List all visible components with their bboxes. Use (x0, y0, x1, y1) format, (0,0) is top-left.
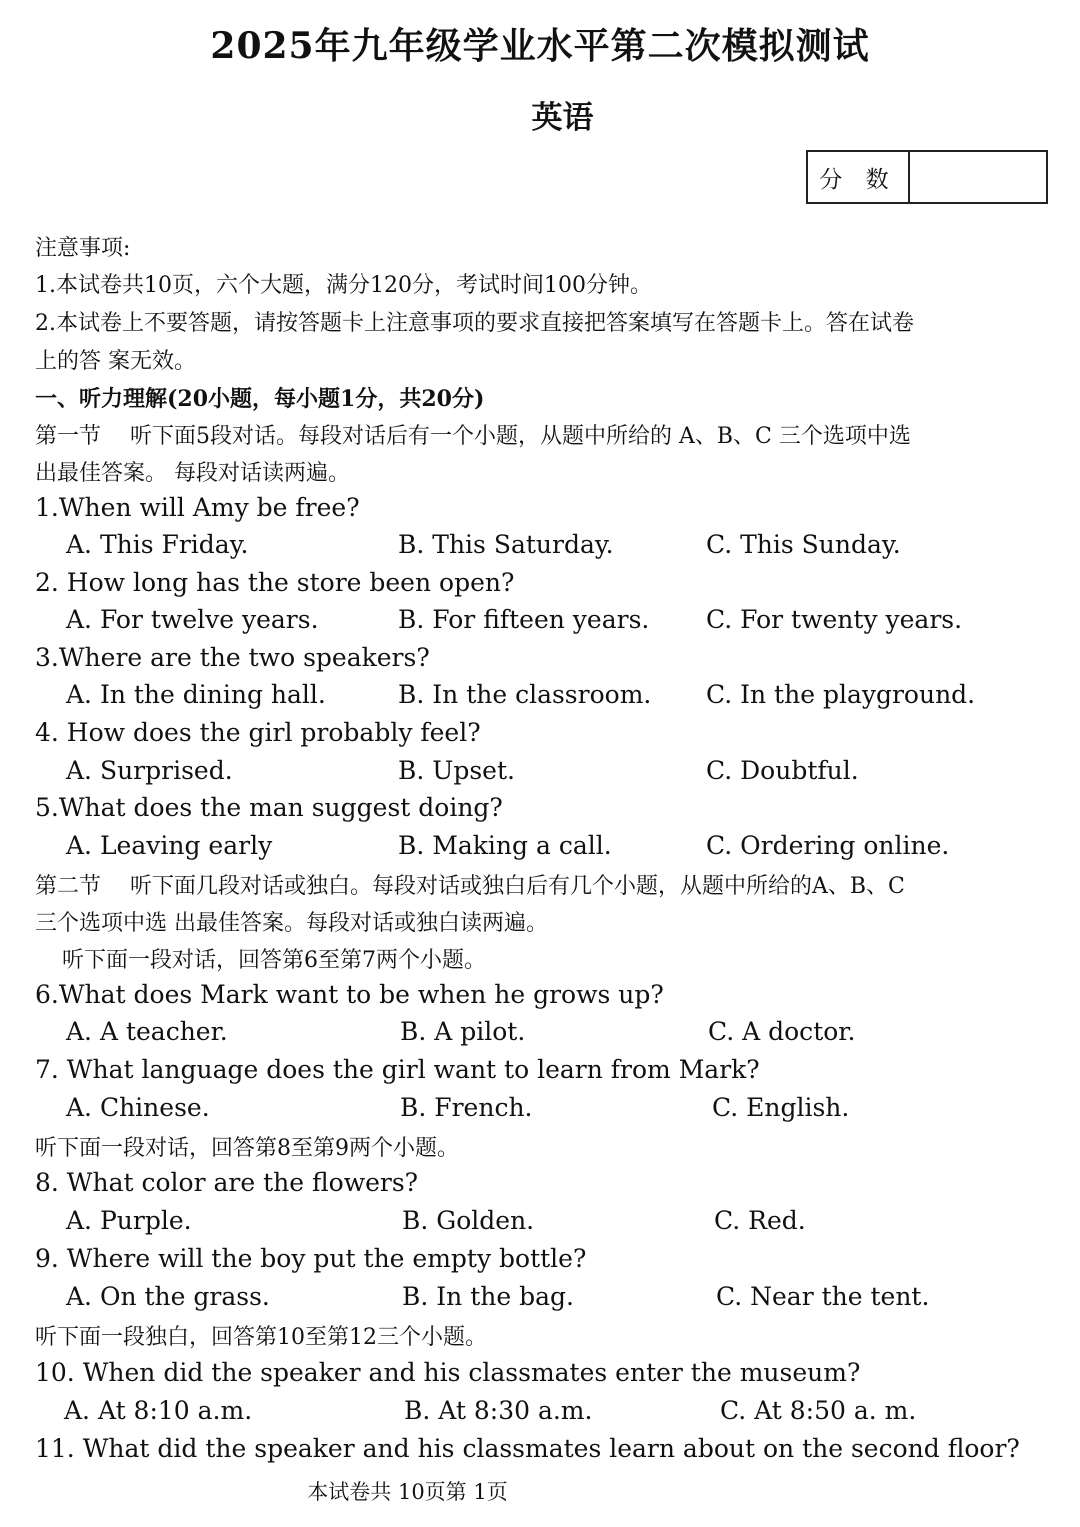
option-a: A. A teacher. (66, 1017, 228, 1046)
score-box (806, 150, 1048, 204)
option-a: A. Chinese. (66, 1093, 210, 1122)
option-a: A. In the dining hall. (66, 680, 326, 709)
part1-instructions: 第一节 听下面5段对话。每段对话后有一个小题，从题中所给的 A、B、C 三个选项中选 (35, 424, 911, 449)
option-c: C. At 8:50 a. m. (720, 1396, 917, 1425)
option-a: A. Leaving early (66, 831, 273, 860)
score-field[interactable] (910, 152, 1046, 202)
question-9: 9. Where will the boy put the empty bottle? (35, 1244, 587, 1273)
question-4: 4. How does the girl probably feel? (35, 718, 481, 747)
option-b: B. Making a call. (398, 831, 612, 860)
question-8: 8. What color are the flowers? (35, 1168, 419, 1197)
section-title: 一、听力理解(20小题，每小题1分，共20分) (35, 386, 485, 412)
option-c: C. A doctor. (708, 1017, 856, 1046)
option-c: C. This Sunday. (706, 530, 901, 559)
part2-instructions: 三个选项中选 出最佳答案。每段对话或独白读两遍。 (35, 911, 548, 936)
notes-heading: 注意事项: (35, 236, 131, 261)
dialogue-instruction: 听下面一段对话，回答第6至第7两个小题。 (62, 948, 486, 973)
option-c: C. In the playground. (706, 680, 976, 709)
option-c: C. English. (712, 1093, 850, 1122)
monologue-instruction: 听下面一段独白，回答第10至第12三个小题。 (35, 1325, 487, 1350)
option-a: A. Purple. (66, 1206, 192, 1235)
option-b: B. At 8:30 a.m. (404, 1396, 593, 1425)
option-b: B. French. (400, 1093, 533, 1122)
option-a: A. On the grass. (66, 1282, 270, 1311)
option-a: A. This Friday. (66, 530, 249, 559)
option-a: A. For twelve years. (66, 605, 319, 634)
note-item: 1.本试卷共10页，六个大题，满分120分，考试时间100分钟。 (35, 273, 652, 298)
option-c: C. For twenty years. (706, 605, 963, 634)
option-b: B. For fifteen years. (398, 605, 650, 634)
option-b: B. Upset. (398, 756, 515, 785)
option-c: C. Ordering online. (706, 831, 950, 860)
option-b: B. In the bag. (402, 1282, 574, 1311)
score-label: 分 数 (808, 152, 910, 202)
subject-title: 英语 (531, 100, 594, 136)
question-10: 10. When did the speaker and his classmates enter the museum? (35, 1358, 861, 1387)
option-c: C. Doubtful. (706, 756, 859, 785)
question-11: 11. What did the speaker and his classmates learn about on the second floor? (35, 1434, 1020, 1463)
question-7: 7. What language does the girl want to learn from Mark? (35, 1055, 760, 1084)
dialogue-instruction: 听下面一段对话，回答第8至第9两个小题。 (35, 1136, 459, 1161)
option-a: A. At 8:10 a.m. (64, 1396, 253, 1425)
option-b: B. In the classroom. (398, 680, 652, 709)
question-3: 3.Where are the two speakers? (35, 643, 430, 672)
part2-instructions: 第二节 听下面几段对话或独白。每段对话或独白后有几个小题，从题中所给的A、B、C (35, 874, 905, 899)
question-5: 5.What does the man suggest doing? (35, 793, 503, 822)
option-b: B. Golden. (402, 1206, 535, 1235)
option-a: A. Surprised. (66, 756, 233, 785)
option-c: C. Near the tent. (716, 1282, 930, 1311)
option-b: B. This Saturday. (398, 530, 614, 559)
option-b: B. A pilot. (400, 1017, 526, 1046)
part1-instructions: 出最佳答案。 每段对话读两遍。 (35, 461, 350, 486)
page-footer: 本试卷共 10页第 1页 (307, 1480, 508, 1504)
page-title: 2025年九年级学业水平第二次模拟测试 (210, 25, 870, 67)
note-item: 上的答 案无效。 (35, 349, 196, 374)
question-1: 1.When will Amy be free? (35, 493, 360, 522)
question-6: 6.What does Mark want to be when he grows up? (35, 980, 664, 1009)
note-item: 2.本试卷上不要答题，请按答题卡上注意事项的要求直接把答案填写在答题卡上。答在试卷 (35, 311, 914, 336)
option-c: C. Red. (714, 1206, 806, 1235)
question-2: 2. How long has the store been open? (35, 568, 515, 597)
